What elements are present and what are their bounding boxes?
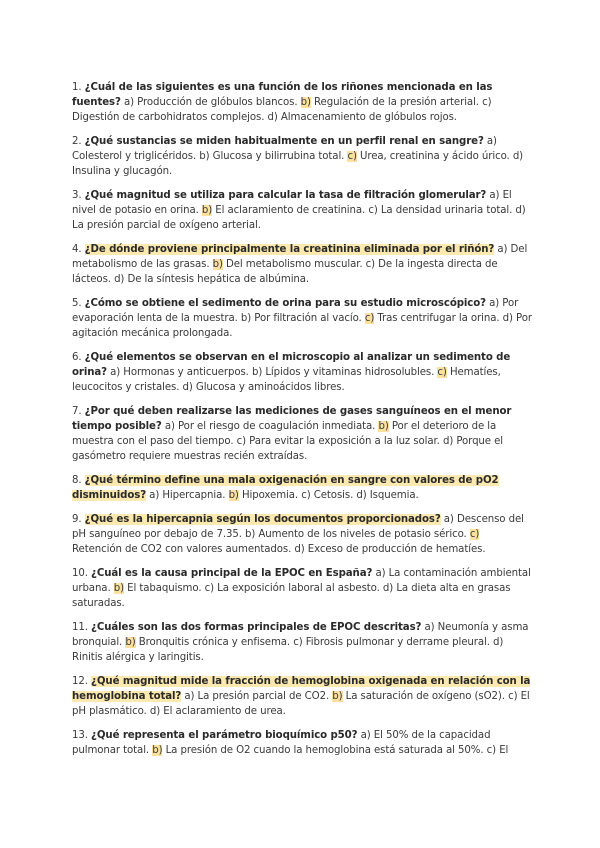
option-letter: c): [486, 745, 497, 756]
question-number: 7.: [72, 406, 82, 417]
option-letter: a): [149, 490, 160, 501]
option-text: Glucosa y bilirrubina total.: [212, 151, 345, 162]
option-letter: a): [360, 730, 371, 741]
answer-option: [125, 637, 290, 648]
option-text: Por el deterioro de la muestra con el paso del tiempo.: [72, 421, 497, 447]
option-letter: b): [212, 259, 223, 270]
answer-option: [268, 112, 457, 123]
option-letter: c): [508, 691, 518, 702]
option-letter: b): [378, 421, 389, 432]
option-text: Urea, creatinina y ácido úrico.: [359, 151, 510, 162]
option-text: De la síntesis hepática de albúmina.: [127, 274, 310, 285]
answer-option: [205, 583, 380, 594]
option-text: El pH plasmático.: [72, 691, 530, 717]
question-stem: ¿Cuáles son las dos formas principales de EPOC descritas?: [91, 622, 422, 633]
option-text: Fibrosis pulmonar y derrame pleural.: [305, 637, 490, 648]
option-text: Descenso del pH sanguíneo por debajo de 7.35.: [72, 514, 524, 540]
answer-option: [252, 367, 434, 378]
answer-option: [332, 691, 505, 702]
answer-option: [356, 490, 418, 501]
option-text: Exceso de producción de hematíes.: [307, 544, 486, 555]
option-text: Para evitar la exposición a la luz solar.: [249, 436, 440, 447]
option-text: El aclaramiento de creatinina.: [215, 205, 366, 216]
option-letter: a): [443, 514, 454, 525]
answer-option: [124, 97, 298, 108]
question-item: [72, 80, 532, 125]
question-item: [72, 404, 532, 464]
option-letter: c): [347, 151, 357, 162]
answer-option: [487, 745, 509, 756]
option-letter: a): [497, 244, 508, 255]
option-letter: b): [113, 583, 124, 594]
option-letter: d): [182, 382, 193, 393]
option-text: Regulación de la presión arterial.: [314, 97, 479, 108]
answer-option: [293, 637, 490, 648]
answer-option: [202, 205, 365, 216]
option-letter: d): [114, 274, 125, 285]
option-letter: c): [368, 205, 378, 216]
answer-option: [245, 529, 467, 540]
answer-option: [183, 382, 345, 393]
option-text: Colesterol y triglicéridos.: [72, 151, 197, 162]
option-letter: b): [240, 313, 252, 324]
option-text: Rinitis alérgica y laringitis.: [72, 652, 204, 663]
option-text: Glucosa y aminoácidos libres.: [195, 382, 345, 393]
option-letter: d): [294, 544, 305, 555]
answer-option: [199, 151, 344, 162]
option-letter: c): [365, 259, 376, 270]
answer-option: [165, 421, 375, 432]
question-number: 13.: [72, 730, 88, 741]
option-text: Porque el gasómetro requiere muestras recién extraídas.: [72, 436, 503, 462]
question-item: [72, 728, 532, 758]
option-text: Del metabolismo de las grasas.: [72, 244, 528, 270]
option-text: La dieta alta en grasas saturadas.: [72, 583, 511, 609]
option-letter: a): [486, 136, 497, 147]
option-text: Hipercapnia.: [162, 490, 226, 501]
option-letter: d): [502, 313, 513, 324]
answer-option: [294, 544, 485, 555]
option-letter: c): [301, 490, 311, 501]
question-number: 4.: [72, 244, 82, 255]
question-item: [72, 134, 532, 179]
option-letter: d): [356, 490, 367, 501]
question-number: 5.: [72, 298, 82, 309]
answer-option: [237, 436, 440, 447]
option-letter: c): [236, 436, 246, 447]
question-number: 6.: [72, 352, 82, 363]
option-letter: a): [123, 97, 134, 108]
answer-option: [241, 313, 362, 324]
option-letter: c): [469, 529, 480, 540]
option-text: Hipoxemia.: [241, 490, 299, 501]
question-number: 9.: [72, 514, 82, 525]
option-letter: c): [482, 97, 492, 108]
question-item: [72, 620, 532, 665]
question-item: [72, 296, 532, 341]
option-text: La densidad urinaria total.: [380, 205, 513, 216]
option-text: Isquemia.: [369, 490, 419, 501]
answer-option: [150, 706, 286, 717]
option-letter: d): [149, 706, 161, 717]
option-text: La presión parcial de oxígeno arterial.: [72, 220, 261, 231]
answer-option: [365, 313, 500, 324]
question-stem: ¿Cuál de las siguientes es una función de los riñones mencionada en las fuentes?: [72, 82, 493, 108]
question-item: [72, 512, 532, 557]
option-text: El: [499, 745, 509, 756]
option-text: Por evaporación lenta de la muestra.: [72, 298, 519, 324]
option-text: La presión de O2 cuando la hemoglobina está saturada al 50%.: [165, 745, 484, 756]
question-number: 1.: [72, 82, 82, 93]
option-text: Aumento de los niveles de potasio sérico.: [258, 529, 467, 540]
answer-option: [110, 367, 249, 378]
question-item: [72, 566, 532, 611]
option-text: Bronquitis crónica y enfisema.: [138, 637, 291, 648]
question-item: [72, 674, 532, 719]
question-number: 11.: [72, 622, 88, 633]
question-stem: ¿Qué término define una mala oxigenación en sangre con valores de pO2 disminuidos?: [72, 475, 499, 501]
answer-option: [301, 490, 353, 501]
question-stem: ¿Por qué deben realizarse las mediciones de gases sanguíneos en el menor tiempo posible?: [72, 406, 512, 432]
option-text: Hormonas y anticuerpos.: [123, 367, 249, 378]
option-letter: d): [515, 205, 526, 216]
question-stem: ¿De dónde proviene principalmente la creatinina eliminada por el riñón?: [84, 244, 495, 255]
answer-option: [184, 691, 329, 702]
option-letter: a): [489, 190, 500, 201]
option-text: Insulina y glucagón.: [72, 166, 173, 177]
question-item: [72, 350, 532, 395]
option-text: Cetosis.: [313, 490, 354, 501]
answer-option: [229, 490, 299, 501]
option-letter: a): [424, 622, 435, 633]
option-text: Retención de CO2 con valores aumentados.: [72, 544, 292, 555]
option-letter: b): [332, 691, 343, 702]
option-letter: d): [442, 436, 454, 447]
question-number: 10.: [72, 568, 88, 579]
option-letter: c): [437, 367, 447, 378]
question-number: 12.: [72, 676, 88, 687]
question-number: 3.: [72, 190, 82, 201]
option-text: El 50% de la capacidad pulmonar total.: [72, 730, 491, 756]
option-text: Por agitación mecánica prolongada.: [72, 313, 532, 339]
option-text: La presión parcial de CO2.: [197, 691, 330, 702]
answer-option: [347, 151, 509, 162]
question-stem: ¿Cuál es la causa principal de la EPOC en España?: [91, 568, 373, 579]
option-text: La contaminación ambiental urbana.: [72, 568, 531, 594]
option-text: De la ingesta directa de lácteos.: [72, 259, 498, 285]
question-stem: ¿Qué representa el parámetro bioquímico p50?: [91, 730, 358, 741]
question-stem: ¿Qué sustancias se miden habitualmente en un perfil renal en sangre?: [84, 136, 484, 147]
option-text: El aclaramiento de urea.: [163, 706, 286, 717]
option-letter: b): [245, 529, 256, 540]
option-letter: b): [300, 97, 311, 108]
option-text: La saturación de oxígeno (sO2).: [345, 691, 505, 702]
question-number: 2.: [72, 136, 82, 147]
question-stem: ¿Qué magnitud se utiliza para calcular la tasa de filtración glomerular?: [84, 190, 487, 201]
option-letter: a): [164, 421, 175, 432]
option-letter: c): [364, 313, 375, 324]
option-text: Hematíes, leucocitos y cristales.: [72, 367, 501, 393]
option-letter: c): [293, 637, 303, 648]
option-letter: a): [110, 367, 121, 378]
question-stem: ¿Qué magnitud mide la fracción de hemoglobina oxigenada en relación con la hemoglobina total?: [72, 676, 531, 702]
option-letter: b): [228, 490, 239, 501]
question-item: [72, 188, 532, 233]
option-text: Del metabolismo muscular.: [226, 259, 363, 270]
option-text: Neumonía y asma bronquial.: [72, 622, 529, 648]
question-stem: ¿Cómo se obtiene el sedimento de orina para su estudio microscópico?: [84, 298, 486, 309]
option-letter: a): [489, 298, 500, 309]
option-text: Tras centrifugar la orina.: [377, 313, 500, 324]
option-letter: d): [382, 583, 394, 594]
option-letter: b): [251, 367, 263, 378]
question-stem: ¿Qué es la hipercapnia según los documentos proporcionados?: [84, 514, 441, 525]
option-letter: d): [493, 637, 504, 648]
question-item: [72, 473, 532, 503]
question-item: [72, 242, 532, 287]
option-letter: b): [125, 637, 136, 648]
option-text: El nivel de potasio en orina.: [72, 190, 512, 216]
option-letter: d): [512, 151, 524, 162]
option-letter: d): [267, 112, 278, 123]
option-text: Por filtración al vacío.: [254, 313, 362, 324]
answer-option: [114, 583, 202, 594]
option-text: Lípidos y vitaminas hidrosolubles.: [265, 367, 435, 378]
option-text: El tabaquismo.: [127, 583, 202, 594]
question-list: [72, 80, 532, 767]
option-letter: b): [152, 745, 163, 756]
option-letter: a): [184, 691, 195, 702]
option-text: Por el riesgo de coagulación inmediata.: [178, 421, 376, 432]
answer-option: [368, 205, 512, 216]
option-letter: b): [201, 205, 213, 216]
answer-option: [301, 97, 479, 108]
question-number: 8.: [72, 475, 82, 486]
answer-option: [152, 745, 483, 756]
option-text: Producción de glóbulos blancos.: [137, 97, 298, 108]
option-text: Almacenamiento de glóbulos rojos.: [280, 112, 457, 123]
option-letter: a): [375, 568, 386, 579]
option-letter: b): [199, 151, 210, 162]
option-text: La exposición laboral al asbesto.: [217, 583, 380, 594]
option-text: Digestión de carbohidratos complejos.: [72, 112, 265, 123]
answer-option: [149, 490, 225, 501]
question-stem: ¿Qué elementos se observan en el microscopio al analizar un sedimento de orina?: [72, 352, 511, 378]
answer-option: [114, 274, 309, 285]
option-letter: c): [204, 583, 214, 594]
answer-option: [213, 259, 363, 270]
